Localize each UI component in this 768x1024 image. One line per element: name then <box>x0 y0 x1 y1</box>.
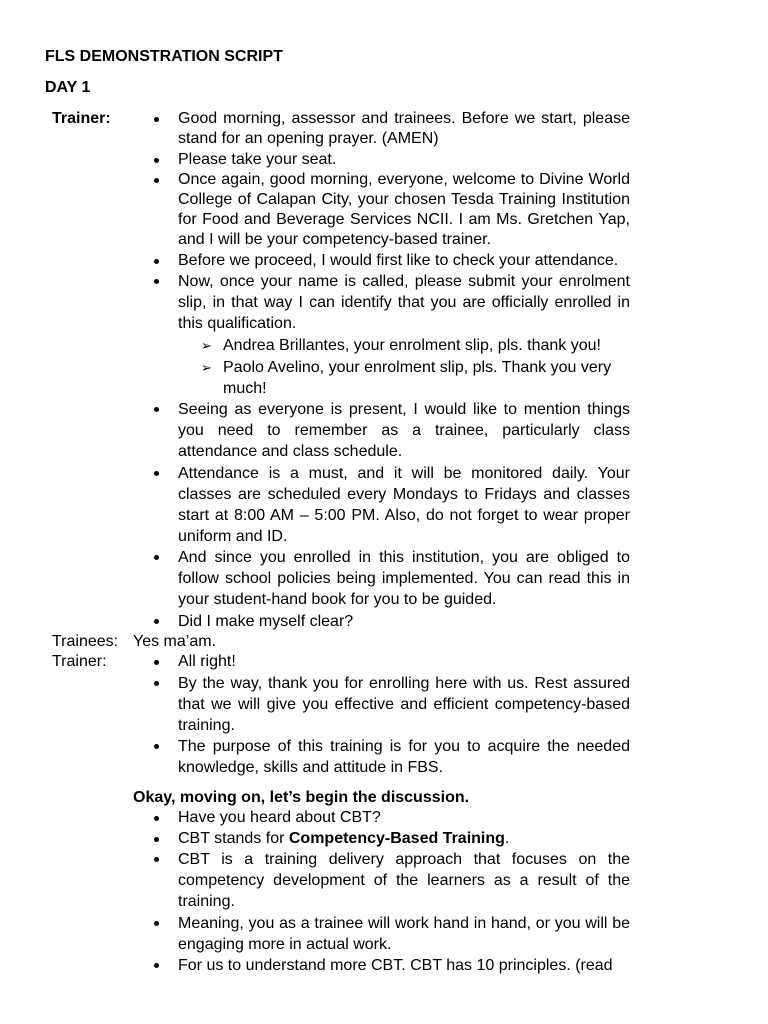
list-item-text: The purpose of this training is for you to acquire the needed knowledge, skills and attitude in FBS. <box>178 738 630 776</box>
bullet-icon <box>154 117 159 122</box>
list-item <box>178 652 630 672</box>
bullet-icon <box>154 259 159 264</box>
bullet-icon <box>154 963 159 968</box>
list-item-text: For us to understand more CBT. CBT has 10 principles. (read <box>178 957 613 974</box>
sub-list-item <box>201 335 630 356</box>
speaker-trainer-label-2: Trainer: <box>52 653 107 670</box>
list-item <box>178 271 630 399</box>
list-item <box>178 808 630 828</box>
bullet-icon <box>154 555 159 560</box>
list-item-text-suffix: . <box>504 829 510 847</box>
list-item-text: Before we proceed, I would first like to check your attendance. <box>178 251 619 269</box>
arrow-bullet-icon: ➢ <box>201 359 212 375</box>
bullet-icon <box>154 471 159 476</box>
sub-list-item <box>201 357 630 399</box>
cbt-term: Competency-Based Training <box>288 829 505 847</box>
list-item <box>178 170 630 250</box>
day-heading: DAY 1 <box>45 79 91 96</box>
list-item <box>178 547 630 610</box>
list-item-text: CBT is a training delivery approach that focuses on the competency development of the learners as a result of the training. <box>178 851 630 910</box>
bullet-icon <box>154 744 159 749</box>
list-item <box>178 109 630 149</box>
list-item-text: CBT stands for <box>178 829 289 847</box>
enrolment-sub-list <box>201 335 630 399</box>
speaker-trainees-label: Trainees: <box>52 633 119 650</box>
speaker-trainer-label: Trainer: <box>52 110 111 127</box>
list-item-text: And since you enrolled in this institution, you are obliged to follow school policies being implemented. You can read this in your student-hand book for you to be guided. <box>178 549 630 608</box>
bullet-icon <box>154 857 159 862</box>
bullet-icon <box>154 279 159 284</box>
document-title: FLS DEMONSTRATION SCRIPT <box>45 48 283 65</box>
list-item-text: Paolo Avelino, your enrolment slip, pls. Thank you very much! <box>223 358 612 397</box>
list-item <box>178 736 630 778</box>
bullet-icon <box>154 837 159 842</box>
list-item <box>178 399 630 462</box>
bullet-icon <box>154 681 159 686</box>
arrow-bullet-icon: ➢ <box>201 338 212 353</box>
list-item <box>178 673 630 736</box>
trainees-reply: Yes ma’am. <box>133 633 216 650</box>
trainer-welcome-list <box>178 652 630 779</box>
discussion-heading: Okay, moving on, let’s begin the discussion. <box>133 789 470 806</box>
list-item-text: Please take your seat. <box>178 150 337 168</box>
cbt-discussion-list <box>178 808 630 977</box>
trainer-intro-list <box>178 109 630 632</box>
list-item-text: Attendance is a must, and it will be monitored daily. Your classes are scheduled every Mondays to Fridays and classes start at 8:00 AM – 5:00 PM. Also, do not forget to wear proper uniform and ID. <box>178 464 630 545</box>
list-item-text: Did I make myself clear? <box>178 612 354 630</box>
list-item <box>178 829 630 849</box>
bullet-icon <box>154 158 159 163</box>
list-item <box>178 913 630 955</box>
list-item-text: Meaning, you as a trainee will work hand in hand, or you will be engaging more in actual work. <box>178 914 630 953</box>
bullet-icon <box>154 178 159 183</box>
bullet-icon <box>154 407 159 412</box>
bullet-icon <box>154 921 159 926</box>
list-item-text: By the way, thank you for enrolling here with us. Rest assured that we will give you effective and efficient competency-based training. <box>178 674 630 734</box>
list-item-text: Have you heard about CBT? <box>178 809 381 826</box>
list-item-text: Once again, good morning, everyone, welcome to Divine World College of Calapan City, your chosen Tesda Training Institution for Food and Beverage Services NCII. I am Ms. Gretchen Yap, and I will be your competency-based trainer. <box>178 171 630 248</box>
list-item <box>178 251 630 271</box>
list-item-text: All right! <box>178 653 236 670</box>
list-item-text: Now, once your name is called, please submit your enrolment slip, in that way I can identify that you are officially enrolled in this qualification. <box>178 273 630 332</box>
list-item <box>178 955 630 976</box>
list-item-text: Good morning, assessor and trainees. Before we start, please stand for an opening prayer. (AMEN) <box>178 110 630 147</box>
bullet-icon <box>154 660 159 665</box>
bullet-icon <box>154 619 159 624</box>
list-item <box>178 611 630 632</box>
bullet-icon <box>154 816 159 821</box>
list-item <box>178 463 630 547</box>
list-item-text: Seeing as everyone is present, I would like to mention things you need to remember as a trainee, particularly class attendance and class schedule. <box>178 401 630 460</box>
list-item <box>178 849 630 912</box>
list-item <box>178 150 630 170</box>
list-item-text: Andrea Brillantes, your enrolment slip, pls. thank you! <box>223 337 601 354</box>
